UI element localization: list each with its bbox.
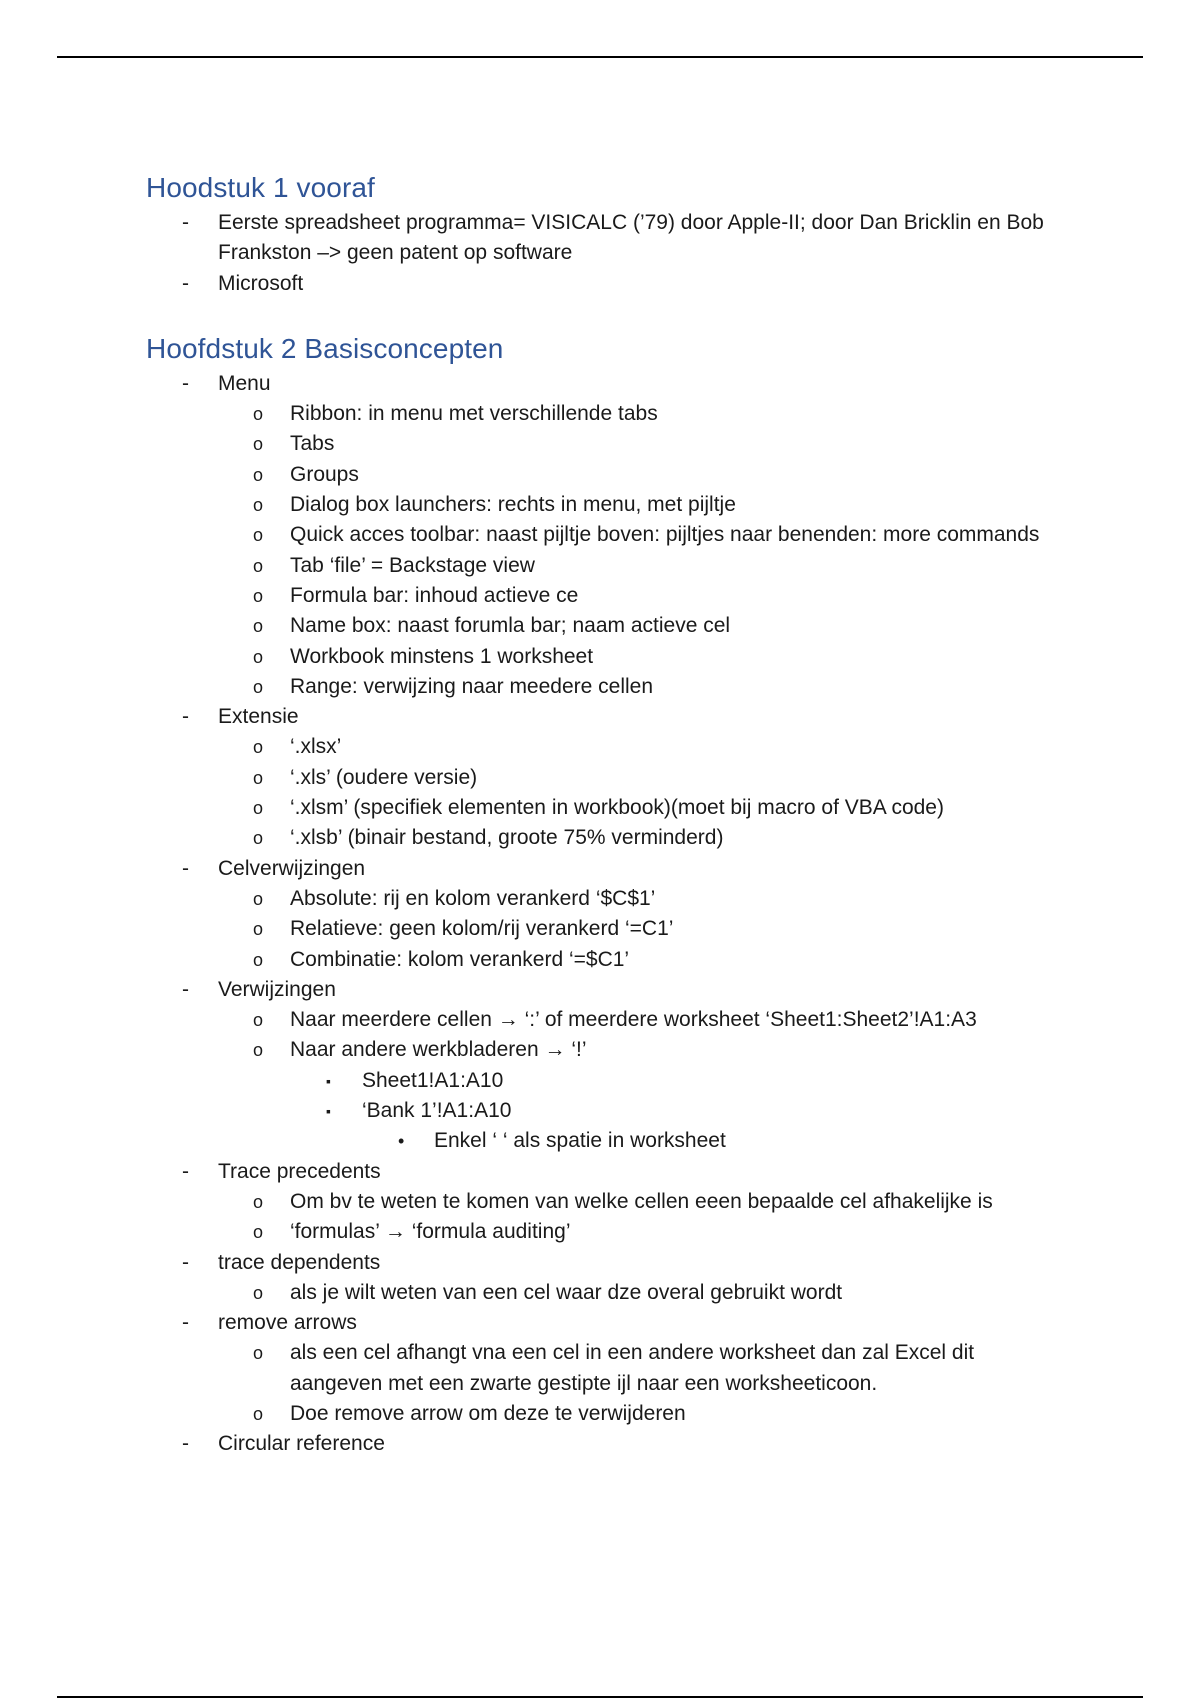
- circle-bullet: o: [253, 404, 264, 425]
- chapter-1-list: [146, 208, 1046, 299]
- list-item: [218, 672, 1046, 702]
- list-item-trace-precedents: [146, 1157, 1046, 1248]
- list-item-text: Ribbon: in menu met verschillende tabs: [290, 402, 658, 426]
- list-item-text: Naar meerdere cellen → ‘:’ of meerdere worksheet ‘Sheet1:Sheet2’!A1:A3: [290, 1008, 977, 1032]
- circle-bullet: o: [253, 676, 264, 697]
- list-item-text: Relatieve: geen kolom/rij verankerd ‘=C1’: [290, 917, 674, 941]
- list-item-text: ‘.xls’ (oudere versie): [290, 765, 478, 789]
- circle-bullet: o: [253, 464, 264, 485]
- list-item-text: remove arrows: [218, 1311, 357, 1335]
- trace-precedents-sublist: [218, 1187, 1046, 1248]
- trace-dependents-sublist: [218, 1278, 1046, 1308]
- circle-bullet: o: [253, 1282, 264, 1303]
- list-item: [218, 1187, 1046, 1217]
- list-item-text: als je wilt weten van een cel waar dze overal gebruikt wordt: [290, 1280, 843, 1304]
- list-item-text: Dialog box launchers: rechts in menu, met pijltje: [290, 493, 736, 517]
- list-item-text: Celverwijzingen: [218, 856, 366, 880]
- list-item: [218, 1278, 1046, 1308]
- circle-bullet: o: [253, 828, 264, 849]
- page-bottom-rule: [57, 1696, 1143, 1698]
- circle-bullet: o: [253, 646, 264, 667]
- chapter-2-list: [146, 369, 1046, 1460]
- dash-bullet: -: [182, 1432, 189, 1456]
- list-item-circular-reference: [146, 1429, 1046, 1459]
- extensie-sublist: [218, 732, 1046, 853]
- list-item-text: Groups: [290, 462, 359, 486]
- square-bullet: ▪: [326, 1103, 331, 1120]
- list-item: [218, 642, 1046, 672]
- circle-bullet: o: [253, 495, 264, 516]
- circle-bullet: o: [253, 737, 264, 758]
- list-item: [146, 269, 1046, 299]
- list-item-text: Verwijzingen: [218, 977, 336, 1001]
- list-item-text: Tab ‘file’ = Backstage view: [290, 553, 535, 577]
- circle-bullet: o: [253, 949, 264, 970]
- list-item: [362, 1126, 1046, 1156]
- list-item-trace-dependents: [146, 1248, 1046, 1309]
- page-top-rule: [57, 56, 1143, 58]
- bank-sublist: [362, 1126, 1046, 1156]
- list-item-text: Om bv te weten te komen van welke cellen eeen bepaalde cel afhakelijke is: [290, 1189, 993, 1213]
- list-item: [218, 884, 1046, 914]
- dash-bullet: -: [182, 211, 189, 234]
- circle-bullet: o: [253, 1343, 264, 1364]
- werkbladeren-sublist: [290, 1066, 1046, 1157]
- verwijzingen-sublist: [218, 1005, 1046, 1156]
- dash-bullet: -: [182, 1311, 189, 1335]
- list-item-text: Trace precedents: [218, 1159, 381, 1183]
- list-item: [218, 1217, 1046, 1247]
- list-item: [218, 763, 1046, 793]
- list-item-text: Extensie: [218, 705, 299, 729]
- list-item: [218, 490, 1046, 520]
- circle-bullet: o: [253, 585, 264, 606]
- dash-bullet: -: [182, 977, 189, 1001]
- list-item-verwijzingen: [146, 975, 1046, 1157]
- dash-bullet: -: [182, 1250, 189, 1274]
- list-item-text: Circular reference: [218, 1432, 385, 1456]
- square-bullet: ▪: [326, 1072, 331, 1089]
- list-item-text: Enkel ‘ ‘ als spatie in worksheet: [434, 1129, 726, 1153]
- list-item: [218, 429, 1046, 459]
- list-item-text: Name box: naast forumla bar; naam actieve cel: [290, 614, 731, 638]
- circle-bullet: o: [253, 1010, 264, 1031]
- circle-bullet: o: [253, 798, 264, 819]
- list-item-extensie: [146, 702, 1046, 853]
- dash-bullet: -: [182, 371, 189, 395]
- circle-bullet: o: [253, 434, 264, 455]
- list-item-text: Microsoft: [218, 271, 304, 295]
- list-item: [218, 914, 1046, 944]
- circle-bullet: o: [253, 767, 264, 788]
- list-item-text: Quick acces toolbar: naast pijltje boven: pijltjes naar benenden: more commands: [290, 523, 1040, 547]
- circle-bullet: o: [253, 1040, 264, 1061]
- list-item-text: ‘.xlsx’: [290, 735, 342, 759]
- dash-bullet: -: [182, 705, 189, 729]
- dash-bullet: -: [182, 271, 189, 295]
- list-item-text: trace dependents: [218, 1250, 381, 1274]
- list-item-text: ‘Bank 1’!A1:A10: [362, 1099, 512, 1123]
- dot-bullet: •: [398, 1131, 405, 1152]
- list-item-celverwijzingen: [146, 854, 1046, 975]
- list-item: [218, 1005, 1046, 1035]
- list-item: [218, 732, 1046, 762]
- circle-bullet: o: [253, 1191, 264, 1212]
- list-item-text: ‘.xlsm’ (specifiek elementen in workbook)(moet bij macro of VBA code): [290, 796, 944, 820]
- remove-arrows-sublist: [218, 1338, 1046, 1429]
- circle-bullet: o: [253, 555, 264, 576]
- menu-sublist: [218, 399, 1046, 702]
- list-item-text: ‘formulas’ → ‘formula auditing’: [290, 1220, 571, 1244]
- list-item-text: Range: verwijzing naar meedere cellen: [290, 674, 654, 698]
- chapter-1-heading: Hoodstuk 1 vooraf: [146, 172, 375, 203]
- list-item-text: Sheet1!A1:A10: [362, 1068, 504, 1092]
- list-item: [218, 793, 1046, 823]
- list-item: [146, 208, 1046, 269]
- circle-bullet: o: [253, 525, 264, 546]
- list-item: [218, 460, 1046, 490]
- list-item: [218, 1035, 1046, 1156]
- list-item: [218, 823, 1046, 853]
- list-item: [290, 1066, 1046, 1096]
- list-item: [218, 945, 1046, 975]
- list-item-text: ‘.xlsb’ (binair bestand, groote 75% verminderd): [290, 826, 724, 850]
- circle-bullet: o: [253, 919, 264, 940]
- list-item: [218, 1399, 1046, 1429]
- list-item-text: Doe remove arrow om deze te verwijderen: [290, 1401, 686, 1425]
- dash-bullet: -: [182, 1159, 189, 1183]
- celverwijzingen-sublist: [218, 884, 1046, 975]
- list-item-menu: [146, 369, 1046, 702]
- list-item-text: Eerste spreadsheet programma= VISICALC (’79) door Apple-II; door Dan Bricklin en Bob Frankston –> geen patent op software: [218, 211, 1044, 265]
- list-item: [218, 581, 1046, 611]
- list-item: [290, 1096, 1046, 1157]
- list-item-text: Absolute: rij en kolom verankerd ‘$C$1’: [290, 886, 656, 910]
- list-item-text: Naar andere werkbladeren → ‘!’: [290, 1038, 587, 1062]
- list-item-text: Formula bar: inhoud actieve ce: [290, 583, 579, 607]
- circle-bullet: o: [253, 1222, 264, 1243]
- circle-bullet: o: [253, 616, 264, 637]
- list-item-text: Combinatie: kolom verankerd ‘=$C1’: [290, 947, 630, 971]
- list-item: [218, 520, 1046, 550]
- list-item: [218, 551, 1046, 581]
- list-item-text: Workbook minstens 1 worksheet: [290, 644, 594, 668]
- list-item-text: Tabs: [290, 432, 335, 456]
- list-item: [218, 1338, 1046, 1399]
- list-item: [218, 611, 1046, 641]
- list-item-remove-arrows: [146, 1308, 1046, 1429]
- chapter-2-heading: Hoofdstuk 2 Basisconcepten: [146, 332, 504, 364]
- circle-bullet: o: [253, 1403, 264, 1424]
- circle-bullet: o: [253, 888, 264, 909]
- list-item-text: als een cel afhangt vna een cel in een andere worksheet dan zal Excel dit aangeven met een zwarte gestipte ijl naar een worksheeticoon.: [290, 1341, 975, 1395]
- dash-bullet: -: [182, 856, 189, 880]
- list-item-text: Menu: [218, 371, 271, 395]
- list-item: [218, 399, 1046, 429]
- document-body: [146, 168, 1046, 1460]
